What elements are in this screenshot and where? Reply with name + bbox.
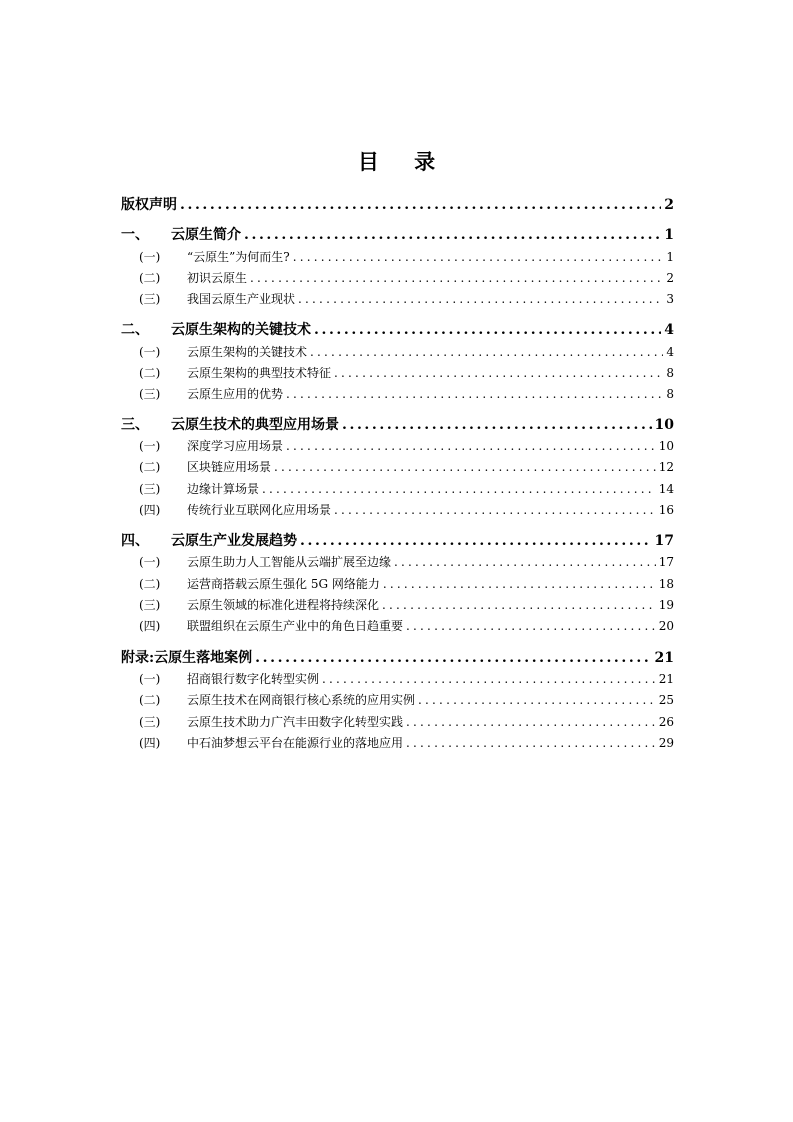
entry-number: (一) [139,672,161,686]
entry-page: 18 [658,577,674,591]
entry-number: (一) [139,439,161,453]
dot-leader [262,482,656,496]
entry-title: 云原生应用的优势 [187,387,284,401]
entry-title: 初识云原生 [187,271,248,285]
dot-leader [244,227,661,243]
entry-page: 3 [666,292,674,306]
dot-leader [382,598,656,612]
dot-leader [406,715,656,729]
entry-page: 17 [654,533,674,549]
toc-entry-1-2[interactable] [139,269,674,286]
entry-title: 云原生简介 [171,227,241,243]
entry-title: 云原生架构的关键技术 [171,322,311,338]
toc-entry-3-2[interactable] [139,458,674,475]
entry-page: 16 [658,503,674,517]
entry-title: 联盟组织在云原生产业中的角色日趋重要 [187,619,404,633]
entry-page: 4 [664,322,674,338]
entry-number: (四) [139,619,161,633]
entry-title: 云原生技术的典型应用场景 [171,417,339,433]
toc-entry-3-4[interactable] [139,501,674,518]
entry-title: 云原生技术助力广汽丰田数字化转型实践 [187,715,404,729]
entry-page: 19 [658,598,674,612]
toc-title: 目 录 [357,149,450,174]
entry-page: 10 [658,439,674,453]
entry-page: 26 [658,715,674,729]
dot-leader [293,250,664,264]
entry-page: 2 [666,271,674,285]
entry-number: 一、 [121,227,149,243]
dot-leader [406,736,656,750]
entry-number: 三、 [121,417,149,433]
toc-entry-4-1[interactable] [139,553,674,570]
entry-number: 二、 [121,322,149,338]
entry-number: (四) [139,503,161,517]
toc-entry-appendix-1[interactable] [139,670,674,687]
entry-number: (三) [139,292,161,306]
entry-page: 14 [658,482,674,496]
entry-number: (四) [139,736,161,750]
entry-title: 云原生助力人工智能从云端扩展至边缘 [187,555,392,569]
entry-page: 8 [666,366,674,380]
entry-title: 深度学习应用场景 [187,439,284,453]
entry-title: 招商银行数字化转型实例 [187,672,320,686]
entry-number: (三) [139,715,161,729]
dot-leader [274,460,656,474]
entry-title: 区块链应用场景 [187,460,272,474]
entry-number: 四、 [121,533,149,549]
entry-title: 边缘计算场景 [187,482,260,496]
entry-title: 我国云原生产业现状 [187,292,296,306]
dot-leader [383,577,656,591]
toc-entry-section-3[interactable] [121,414,674,434]
entry-title: 云原生领域的标准化进程将持续深化 [187,598,380,612]
toc-entry-1-1[interactable] [139,248,674,265]
entry-title: 中石油梦想云平台在能源行业的落地应用 [187,736,404,750]
entry-page: 12 [658,460,674,474]
toc-entry-section-2[interactable] [121,319,674,339]
entry-title: “云原生”为何而生? [187,250,290,264]
toc-entry-copyright[interactable] [121,194,674,214]
dot-leader [286,387,663,401]
toc-entry-2-1[interactable] [139,343,674,360]
dot-leader [180,197,661,213]
toc-entry-4-3[interactable] [139,596,674,613]
toc-entry-2-2[interactable] [139,364,674,381]
toc-entry-4-2[interactable] [139,575,674,592]
entry-title: 运营商搭载云原生强化 5G 网络能力 [187,577,380,591]
toc-entry-section-4[interactable] [121,530,674,550]
dot-leader [394,555,656,569]
entry-title: 云原生产业发展趋势 [171,533,297,549]
entry-number: (二) [139,460,161,474]
entry-title: 云原生架构的典型技术特征 [187,366,332,380]
toc-entry-3-3[interactable] [139,480,674,497]
entry-page: 20 [658,619,674,633]
entry-title: 传统行业互联网化应用场景 [187,503,332,517]
dot-leader [255,650,651,666]
toc-entry-appendix-4[interactable] [139,734,674,751]
dot-leader [310,345,663,359]
entry-number: (一) [139,345,161,359]
dot-leader [406,619,656,633]
dot-leader [322,672,656,686]
entry-page: 29 [658,736,674,750]
entry-title: 云原生架构的关键技术 [187,345,308,359]
entry-page: 21 [658,672,674,686]
entry-title: 云原生技术在网商银行核心系统的应用实例 [187,693,416,707]
entry-number: (二) [139,577,161,591]
dot-leader [418,693,656,707]
toc-entry-4-4[interactable] [139,617,674,634]
dot-leader [314,322,661,338]
entry-title: 附录:云原生落地案例 [121,650,253,666]
entry-number: (二) [139,366,161,380]
entry-page: 17 [658,555,674,569]
dot-leader [298,292,663,306]
dot-leader [334,366,663,380]
toc-entry-appendix-3[interactable] [139,713,674,730]
entry-page: 2 [664,197,674,213]
entry-number: (一) [139,250,161,264]
dot-leader [286,439,656,453]
entry-page: 21 [654,650,674,666]
dot-leader [300,533,652,549]
entry-title: 版权声明 [121,197,177,213]
entry-page: 1 [666,250,674,264]
entry-number: (一) [139,555,161,569]
entry-number: (二) [139,693,161,707]
toc-entry-3-1[interactable] [139,437,674,454]
entry-page: 25 [658,693,674,707]
dot-leader [250,271,663,285]
toc-entry-appendix-2[interactable] [139,691,674,708]
entry-number: (三) [139,387,161,401]
entry-page: 8 [666,387,674,401]
toc-entry-appendix[interactable] [121,647,674,667]
entry-page: 10 [654,417,674,433]
toc-entry-1-3[interactable] [139,290,674,307]
dot-leader [342,417,652,433]
toc-entry-section-1[interactable] [121,224,674,244]
toc-entry-2-3[interactable] [139,385,674,402]
entry-page: 4 [666,345,674,359]
entry-number: (三) [139,482,161,496]
entry-number: (三) [139,598,161,612]
entry-page: 1 [664,227,674,243]
entry-number: (二) [139,271,161,285]
dot-leader [334,503,656,517]
